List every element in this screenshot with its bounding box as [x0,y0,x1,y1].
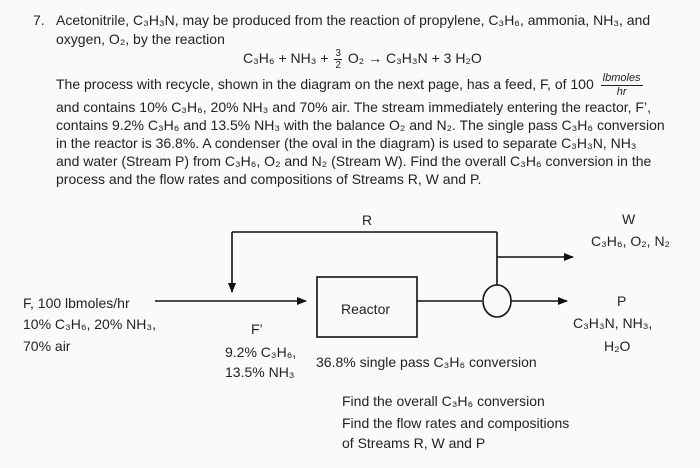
feed-line-3: 70% air [23,338,71,354]
feed-line-1: F, 100 lbmoles/hr [23,295,130,311]
stream-fprime-line-2: 13.5% NH₃ [225,364,295,380]
find-line-2: Find the flow rates and compositions [342,415,570,431]
reactor-label: Reactor [341,301,391,317]
conversion-text: 36.8% single pass C₃H₆ conversion [316,354,537,370]
problem-paragraph-line-5: and water (Stream P) from C₃H₆, O₂ and N₂ (Stream W). Find the overall C₃H₆ conversion in the [56,153,652,169]
stream-w-composition: C₃H₆, O₂, N₂ [591,233,670,249]
problem-paragraph-line-3: contains 9.2% C₃H₆ and 13.5% NH₃ with the balance O₂ and N₂. The single pass C₃H₆ conversion [56,117,665,133]
equation-right: O₂ → C₃H₃N + 3 H₂O [347,50,482,67]
fraction-denominator: 2 [335,60,341,71]
paragraph-text-1: The process with recycle, shown in the diagram on the next page, has a feed, F, of 100 [56,76,594,93]
stream-p-line-2: H₂O [604,338,631,354]
equation-left: C₃H₆ + NH₃ + [243,50,329,67]
fraction-numerator: 3 [335,48,341,59]
problem-paragraph-line-6: process and the flow rates and compositions of Streams R, W and P. [56,171,482,187]
unit-numerator: lbmoles [602,72,641,84]
find-line-3: of Streams R, W and P [342,435,486,451]
feed-line-2: 10% C₃H₆, 20% NH₃, [23,316,156,332]
problem-number: 7. [33,12,45,28]
find-line-1: Find the overall C₃H₆ conversion [342,393,545,409]
stream-p-line-1: C₃H₃N, NH₃, [573,315,653,331]
problem-paragraph-line-2: and contains 10% C₃H₆, 20% NH₃ and 70% air. The stream immediately entering the reactor, F’, [56,99,651,115]
stream-fprime-label: F’ [251,321,263,337]
problem-line-2: oxygen, O₂, by the reaction [56,31,225,47]
stream-fprime-line-1: 9.2% C₃H₆, [225,344,297,360]
stream-p-label: P [617,293,627,309]
stream-w-label: W [622,211,636,227]
problem-paragraph-line-4: in the reactor is 36.8%. A condenser (the oval in the diagram) is used to separate C₃H₃N, NH₃ [56,135,637,151]
stream-r-label: R [362,212,373,228]
condenser-oval [483,285,511,317]
unit-denominator: hr [616,86,627,98]
problem-line-1: Acetonitrile, C₃H₃N, may be produced from the reaction of propylene, C₃H₆, ammonia, NH₃, and [56,12,651,28]
